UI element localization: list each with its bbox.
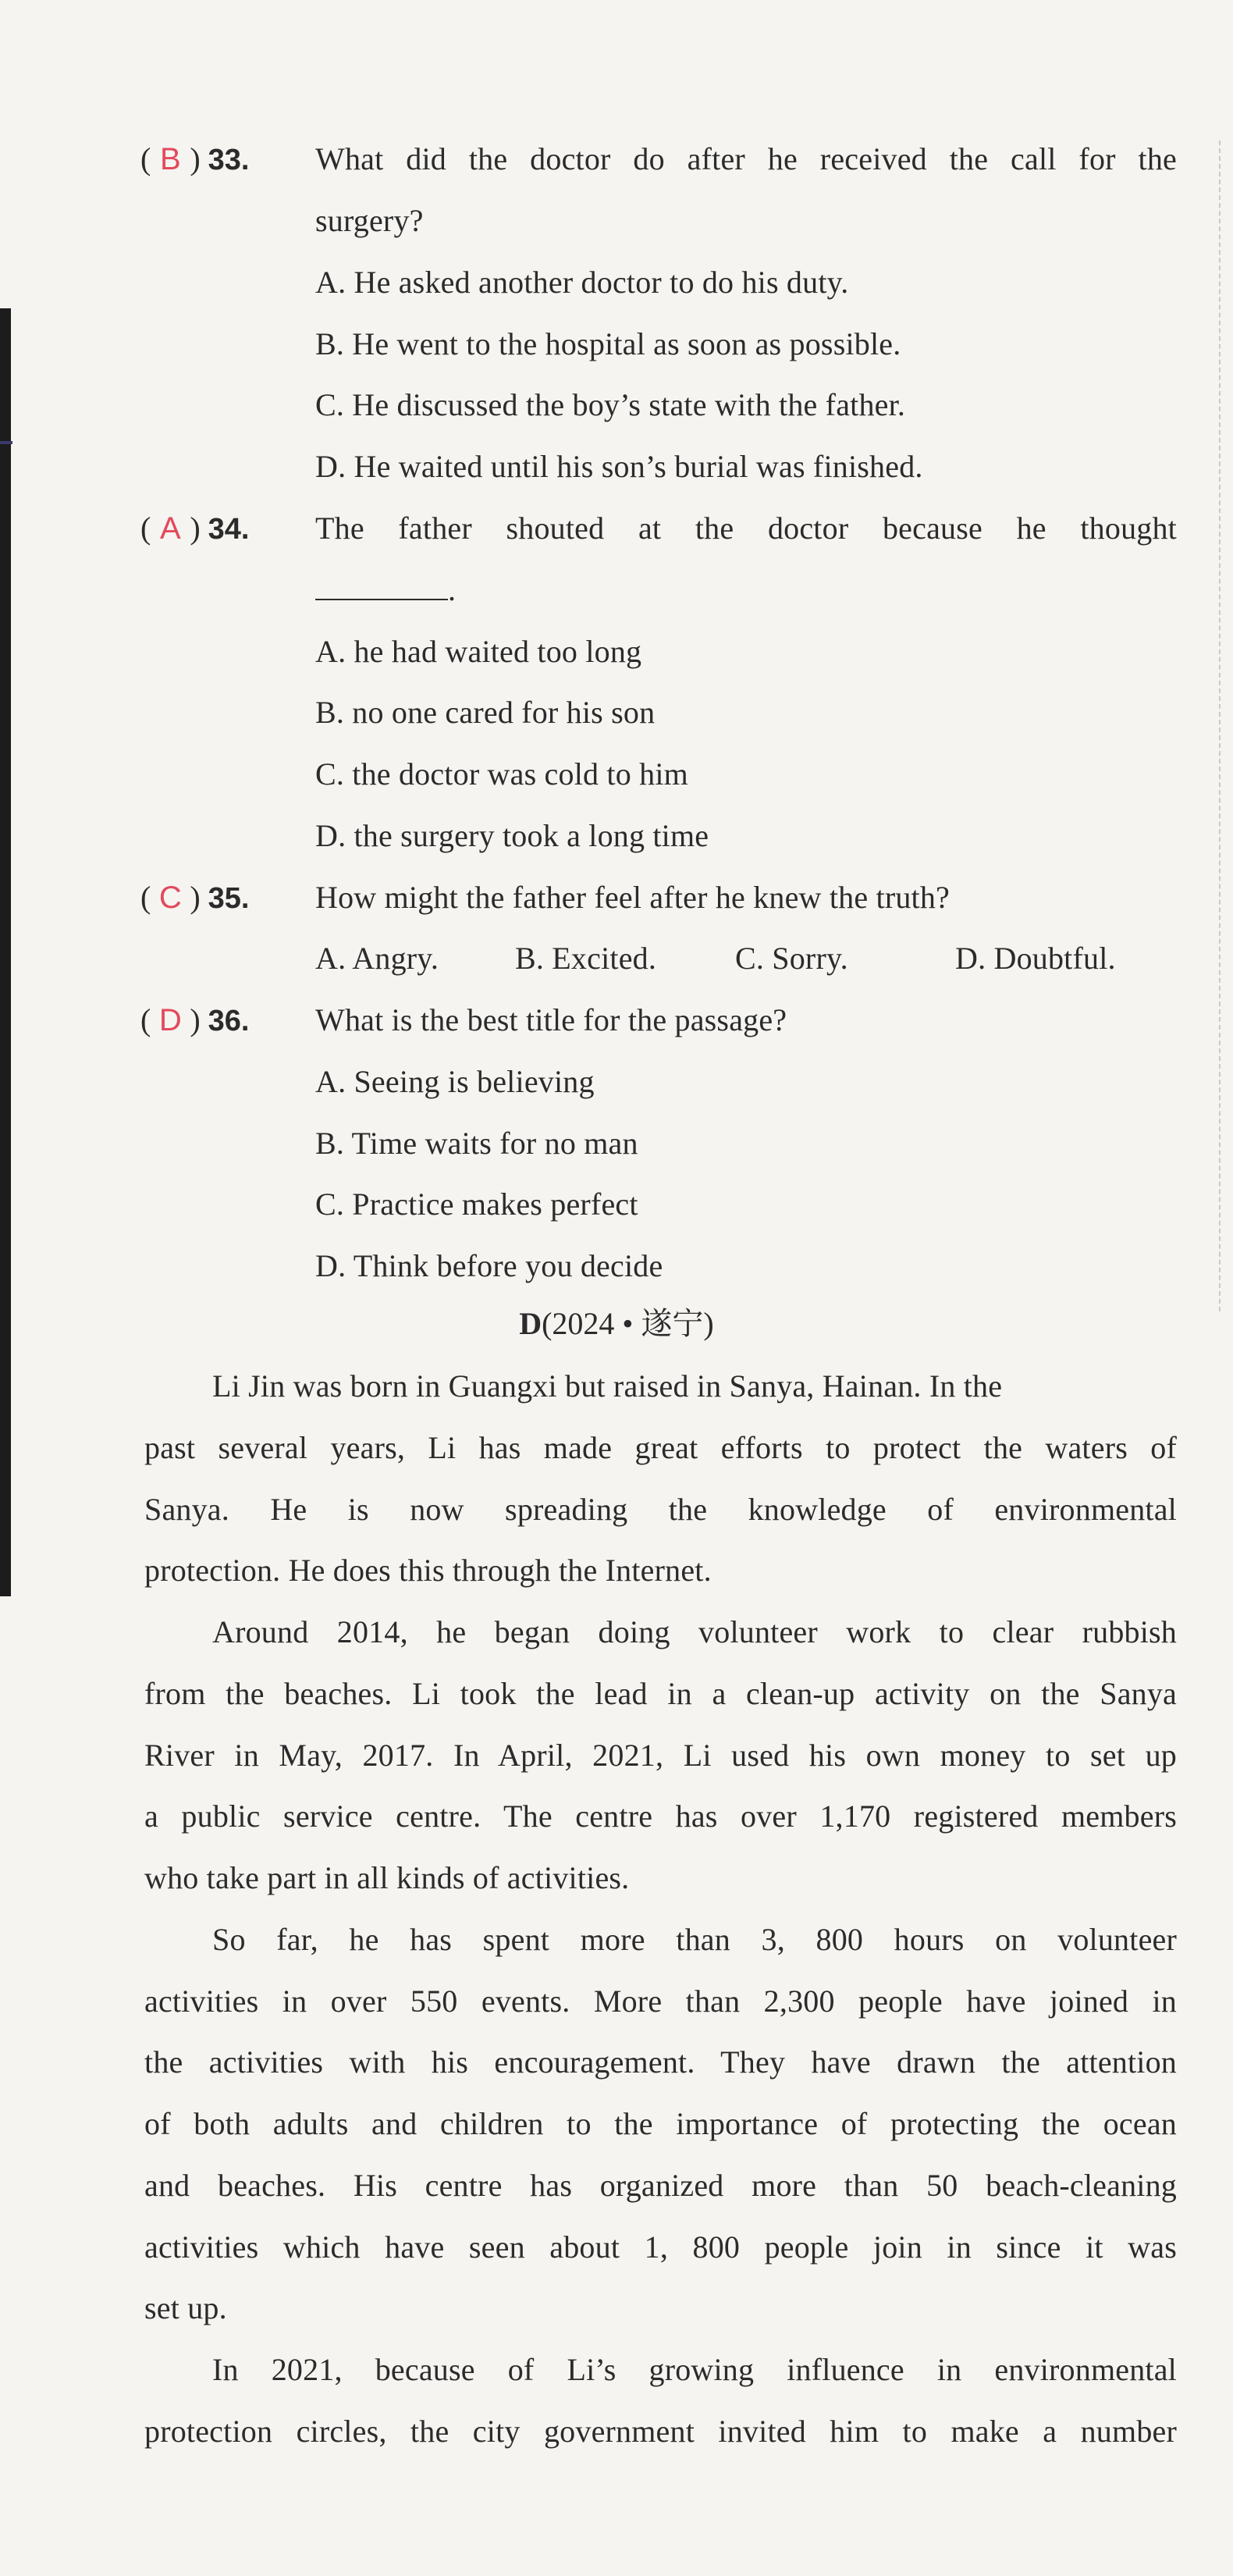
passage-source: (2024 • 遂宁) [542,1306,714,1341]
passage-line: who take part in all kinds of activities. [144,1860,630,1895]
question-35-header: ( C ) 35. [140,880,250,915]
passage-line: activities in over 550 events. More than 2,300 people have joined in [144,1984,1177,2019]
option-b: B. Time waits for no man [315,1126,638,1161]
passage-line: protection. He does this through the Internet. [144,1553,712,1588]
binding-edge-mark [0,308,11,1596]
option-b: B. Excited. [515,941,657,976]
option-c: C. Sorry. [735,941,848,976]
answer-mark: B [159,142,181,176]
option-c: C. Practice makes perfect [315,1187,638,1222]
option-a: A. he had waited too long [315,634,642,669]
passage-line: Li Jin was born in Guangxi but raised in Sanya, Hainan. In the [212,1368,1003,1404]
passage-line: from the beaches. Li took the lead in a clean-up activity on the Sanya [144,1676,1177,1711]
question-stem: What is the best title for the passage? [315,1002,787,1037]
option-a: A. Seeing is believing [315,1064,595,1099]
passage-line: the activities with his encouragement. They have drawn the attention [144,2044,1177,2080]
option-c: C. He discussed the boy’s state with the father. [315,387,906,422]
answer-blank [315,575,448,600]
passage-line: of both adults and children to the importance of protecting the ocean [144,2106,1177,2141]
option-c: C. the doctor was cold to him [315,756,688,792]
question-36-header: ( D ) 36. [140,1002,250,1037]
blank-period: . [448,572,457,607]
passage-line: protection circles, the city government invited him to make a number [144,2414,1177,2449]
option-a: A. He asked another doctor to do his duty. [315,265,849,300]
passage-line: past several years, Li has made great efforts to protect the waters of [144,1430,1177,1465]
answer-mark: C [158,881,182,915]
question-34-header: ( A ) 34. [140,511,250,546]
passage-line: set up. [144,2290,227,2325]
margin-rule [1219,141,1221,1311]
answer-mark: D [158,1003,182,1037]
question-stem: How might the father feel after he knew the truth? [315,880,951,915]
option-d: D. Think before you decide [315,1248,663,1283]
question-number: 34. [208,513,250,546]
passage-line: a public service centre. The centre has over 1,170 registered members [144,1799,1177,1834]
question-number: 35. [208,882,250,915]
option-b: B. He went to the hospital as soon as possible. [315,326,901,361]
option-b: B. no one cared for his son [315,695,656,730]
answer-mark: A [159,511,181,546]
passage-line: River in May, 2017. In April, 2021, Li used his own money to set up [144,1738,1177,1773]
passage-letter: D [519,1306,542,1341]
passage-line: Sanya. He is now spreading the knowledge of environmental [144,1492,1177,1527]
binding-edge-tick [0,441,12,444]
passage-line: and beaches. His centre has organized more than 50 beach-cleaning [144,2168,1177,2203]
question-stem: What did the doctor do after he received the call for the [315,141,1177,176]
option-a: A. Angry. [315,941,439,976]
question-number: 33. [208,144,250,176]
passage-heading [0,1305,1233,1343]
passage-line: In 2021, because of Li’s growing influence in environmental [212,2352,1177,2387]
option-d: D. the surgery took a long time [315,818,709,853]
answer-blank-line [315,571,456,609]
question-33-header: ( B ) 33. [140,141,250,176]
question-stem: The father shouted at the doctor because he thought [315,511,1177,546]
question-number: 36. [208,1005,250,1037]
passage-line: activities which have seen about 1, 800 people join in since it was [144,2229,1177,2265]
option-d: D. Doubtful. [955,941,1116,976]
passage-line: Around 2014, he began doing volunteer work to clear rubbish [212,1614,1177,1649]
question-stem-cont: surgery? [315,203,424,238]
passage-line: So far, he has spent more than 3, 800 hours on volunteer [212,1922,1177,1957]
option-d: D. He waited until his son’s burial was finished. [315,449,923,484]
